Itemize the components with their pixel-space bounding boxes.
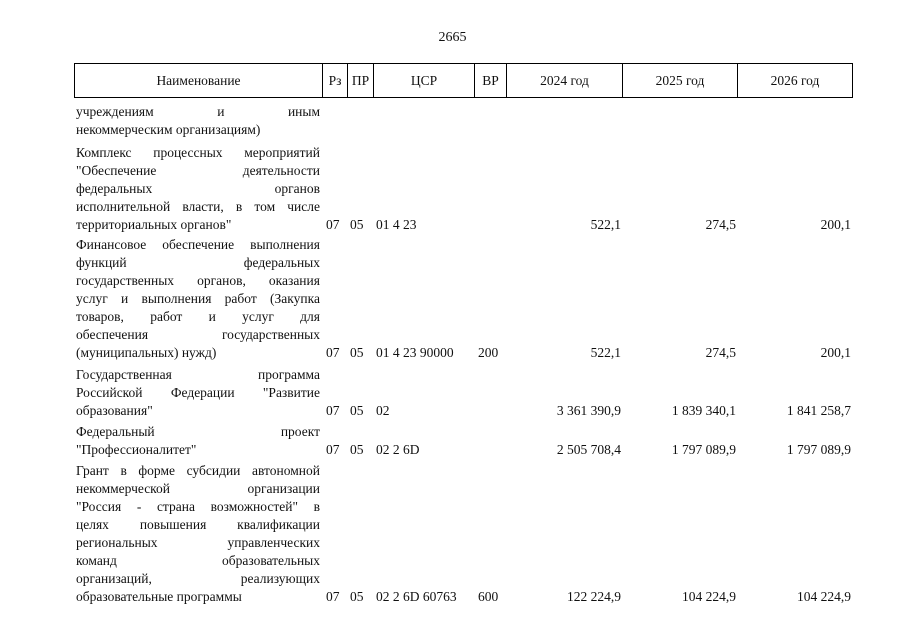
- row-name-line: образовательные программы: [76, 589, 242, 604]
- row-name: [76, 236, 320, 362]
- row-name-line: "Профессионалитет": [76, 442, 197, 457]
- header-vr: ВР: [475, 64, 507, 97]
- row-y2024: 522,1: [590, 217, 621, 232]
- row-name-line: образования": [76, 403, 153, 418]
- row-name-line: (муниципальных) нужд): [76, 345, 217, 360]
- row-y2025: 274,5: [705, 345, 736, 360]
- row-y2026: 1 841 258,7: [786, 403, 851, 418]
- row-name-line: региональных управленческих: [76, 535, 320, 550]
- row-csr: 02 2 6D: [376, 442, 420, 457]
- row-y2025: 104 224,9: [682, 589, 736, 604]
- row-name: [76, 423, 320, 459]
- row-pr: 05: [350, 345, 364, 360]
- row-name-line: услуг и выполнения работ (Закупка: [76, 291, 320, 306]
- row-pr: 05: [350, 442, 364, 457]
- row-name-line: территориальных органов": [76, 217, 232, 232]
- row-y2026: 1 797 089,9: [786, 442, 851, 457]
- row-vr: 600: [478, 589, 499, 604]
- row-name-line: исполнительной власти, в том числе: [76, 199, 320, 214]
- row-rz: 07: [326, 589, 340, 604]
- row-y2026: 200,1: [820, 217, 851, 232]
- header-2026: 2026 год: [770, 73, 820, 88]
- row-name-line: "Россия - страна возможностей" в: [76, 499, 320, 514]
- header-pr: ПР: [348, 64, 374, 97]
- row-y2025: 1 797 089,9: [671, 442, 736, 457]
- row-name-line: Финансовое обеспечение выполнения: [76, 237, 320, 252]
- row-y2025: 274,5: [705, 217, 736, 232]
- row-y2026: 104 224,9: [797, 589, 851, 604]
- page-number: 2665: [438, 30, 467, 45]
- row-name-line: Государственная программа: [76, 367, 320, 382]
- row-csr: 02 2 6D 60763: [376, 589, 457, 604]
- row-rz: 07: [326, 403, 340, 418]
- row-name-line: государственных органов, оказания: [76, 273, 320, 288]
- row-vr: 200: [478, 345, 499, 360]
- row-name: [76, 462, 320, 606]
- row-pr: 05: [350, 217, 364, 232]
- row-name: [76, 366, 320, 420]
- row-name-line: организаций, реализующих: [76, 571, 320, 586]
- row-name-line: функций федеральных: [76, 255, 320, 270]
- row-name-line: Грант в форме субсидии автономной: [76, 463, 320, 478]
- row-y2025: 1 839 340,1: [671, 403, 736, 418]
- row-name: [76, 103, 320, 139]
- row-rz: 07: [326, 217, 340, 232]
- table-row: [74, 462, 853, 606]
- row-rz: 07: [326, 345, 340, 360]
- row-name-line: товаров, работ и услуг для: [76, 309, 320, 324]
- row-name-line: некоммерческим организациям): [76, 122, 261, 137]
- row-y2024: 3 361 390,9: [556, 403, 621, 418]
- row-name-line: учреждениям и иным: [76, 104, 320, 119]
- row-csr: 01 4 23: [376, 217, 417, 232]
- row-name-line: Комплекс процессных мероприятий: [76, 145, 320, 160]
- row-pr: 05: [350, 589, 364, 604]
- row-name-line: Российской Федерации "Развитие: [76, 385, 320, 400]
- header-name: Наименование: [75, 64, 323, 97]
- header-rz: Рз: [323, 64, 348, 97]
- row-csr: 01 4 23 90000: [376, 345, 454, 360]
- table-row: [74, 423, 853, 459]
- row-name-line: целях повышения квалификации: [76, 517, 320, 532]
- row-y2024: 522,1: [590, 345, 621, 360]
- header-csr: ЦСР: [374, 64, 475, 97]
- row-rz: 07: [326, 442, 340, 457]
- header-2025: 2025 год: [623, 64, 738, 97]
- row-csr: 02: [376, 403, 390, 418]
- table-row: [74, 366, 853, 420]
- row-y2024: 2 505 708,4: [556, 442, 621, 457]
- table-row: [74, 144, 853, 234]
- row-y2026: 200,1: [820, 345, 851, 360]
- row-pr: 05: [350, 403, 364, 418]
- table-row: [74, 236, 853, 362]
- row-y2024: 122 224,9: [567, 589, 621, 604]
- row-name-line: команд образовательных: [76, 553, 320, 568]
- header-2024: 2024 год: [507, 64, 623, 97]
- row-name-line: Федеральный проект: [76, 424, 320, 439]
- table-header: [74, 63, 853, 98]
- row-name-line: некоммерческой организации: [76, 481, 320, 496]
- row-name: [76, 144, 320, 234]
- row-name-line: обеспечения государственных: [76, 327, 320, 342]
- row-name-line: "Обеспечение деятельности: [76, 163, 320, 178]
- table-row: [74, 103, 853, 139]
- row-name-line: федеральных органов: [76, 181, 320, 196]
